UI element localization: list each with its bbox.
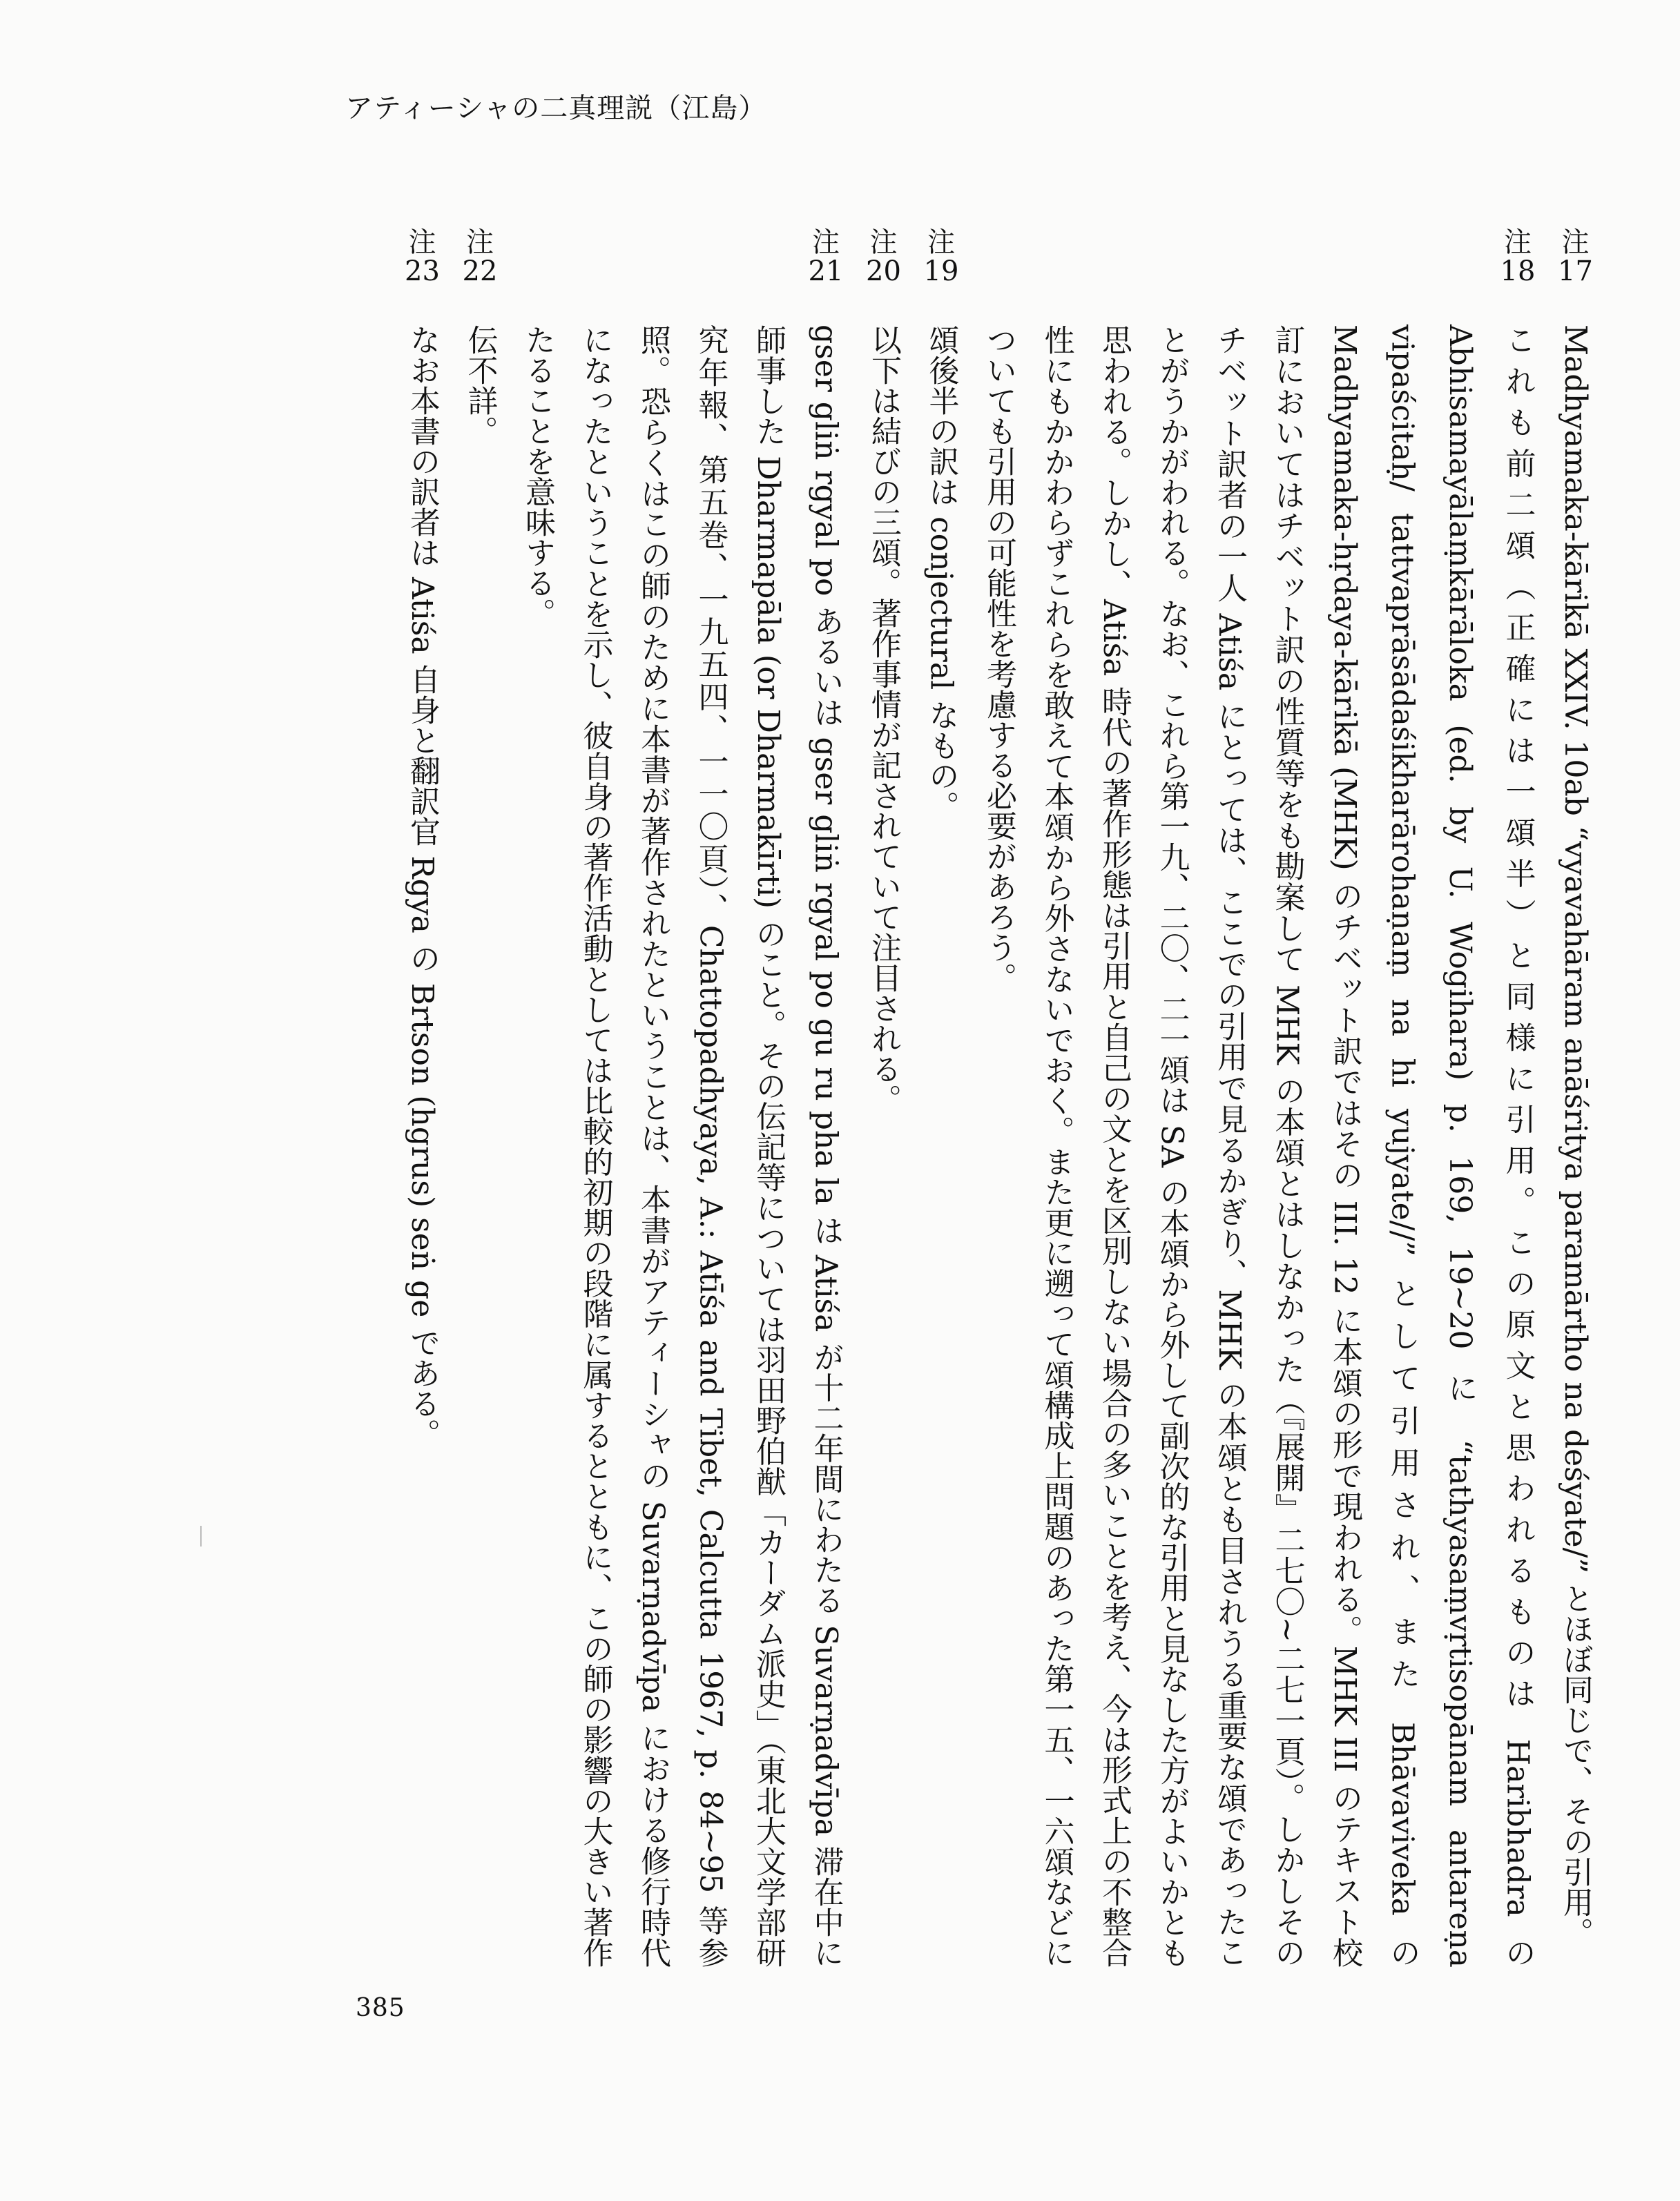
note-17 [1547, 228, 1605, 1968]
note-18 [970, 228, 1547, 1968]
note-20 [855, 228, 913, 1968]
note-23 [394, 228, 452, 1968]
note-label: 注 19 [923, 226, 959, 287]
note-text: 伝不詳。 [462, 324, 498, 446]
note-label: 注 17 [1558, 226, 1593, 287]
note-22 [451, 228, 509, 1968]
note-label: 注 21 [808, 226, 844, 287]
note-text: gser gliṅ rgyal po あるいは gser gliṅ rgyal po gu ru pha la は Atiśa が十二年間にわたる Suvarṇadvīpa 滞在中に師事した Dharmapāla (or Dharmakīrti) のこと。その伝記等については羽田野伯猷「カーダム派史」（東北大文学部研究年報、第五巻、一九五四、一一〇頁）、Chattopadhyaya, A.: Atīśa and Tibet, Calcutta 1967, p. 84~95 等参照。恐らくはこの師のために本書が著作されたということは、本書がアティーシャの Suvarṇadvīpa における修行時代になったということを示し、彼自身の著作活動としては比較的初期の段階に属するとともに、この師の影響の大きい著作たることを意味する。 [520, 324, 844, 1968]
note-label: 注 22 [462, 226, 498, 287]
scan-speck [200, 1526, 204, 1546]
running-header: アティーシャの二真理説（江島） [345, 93, 767, 124]
note-19 [912, 228, 970, 1968]
note-label: 注 18 [1500, 226, 1536, 287]
note-text: なお本書の訳者は Atiśa 自身と翻訳官 Rgya の Brtson (hgrus) seṅ ge である。 [405, 324, 440, 1449]
note-text: これも前二頌（正確には一頌半）と同様に引用。この原文と思われるものは Haribhadra の Abhisamayālaṃkārāloka (ed. by U. Wogihara) p. 169, 19~20 に “tathyasaṃvṛtisopānam antareṇa vipaścitaḥ/ tattvaprāsādaśikharārohaṇaṃ na hi yujyate//” として引用され、また Bhāvaviveka の Madhyamaka-hṛdaya-kārikā (MHK) のチベット訳ではその III. 12 に本頌の形で現われる。MHK III のテキスト校訂においてはチベット訳の性質等をも勘案して MHK の本頌とはしなかった（『展開』二七〇~二七一頁）。しかしそのチベット訳者の一人 Atiśa にとっては、ここでの引用で見るかぎり、MHK の本頌とも目されうる重要な頌であったことがうかがわれる。なお、これら第一九、二〇、二一頌は SA の本頌から外して副次的な引用と見なした方がよいかとも思われる。しかし、Atiśa 時代の著作形態は引用と自己の文とを区別しない場合の多いことを考え、今は形式上の不整合性にもかかわらずこれらを敢えて本頌から外さないでおく。また更に遡って頌構成上問題のあった第一五、一六頌などについても引用の可能性を考慮する必要があろう。 [981, 324, 1536, 1968]
note-21 [509, 228, 855, 1968]
notes-section [230, 228, 1604, 1968]
page-number: 385 [356, 1994, 405, 2022]
note-label: 注 20 [866, 226, 901, 287]
note-label: 注 23 [405, 226, 440, 287]
note-text: Madhyamaka-kārikā XXIV. 10ab “vyavahāram anāśritya paramārtho na deśyate/” とほぼ同じで、その引用。 [1558, 324, 1593, 1948]
note-text: 頌後半の訳は conjectural なもの。 [923, 324, 959, 822]
note-text: 以下は結びの三頌。著作事情が記されていて注目される。 [866, 324, 901, 1114]
